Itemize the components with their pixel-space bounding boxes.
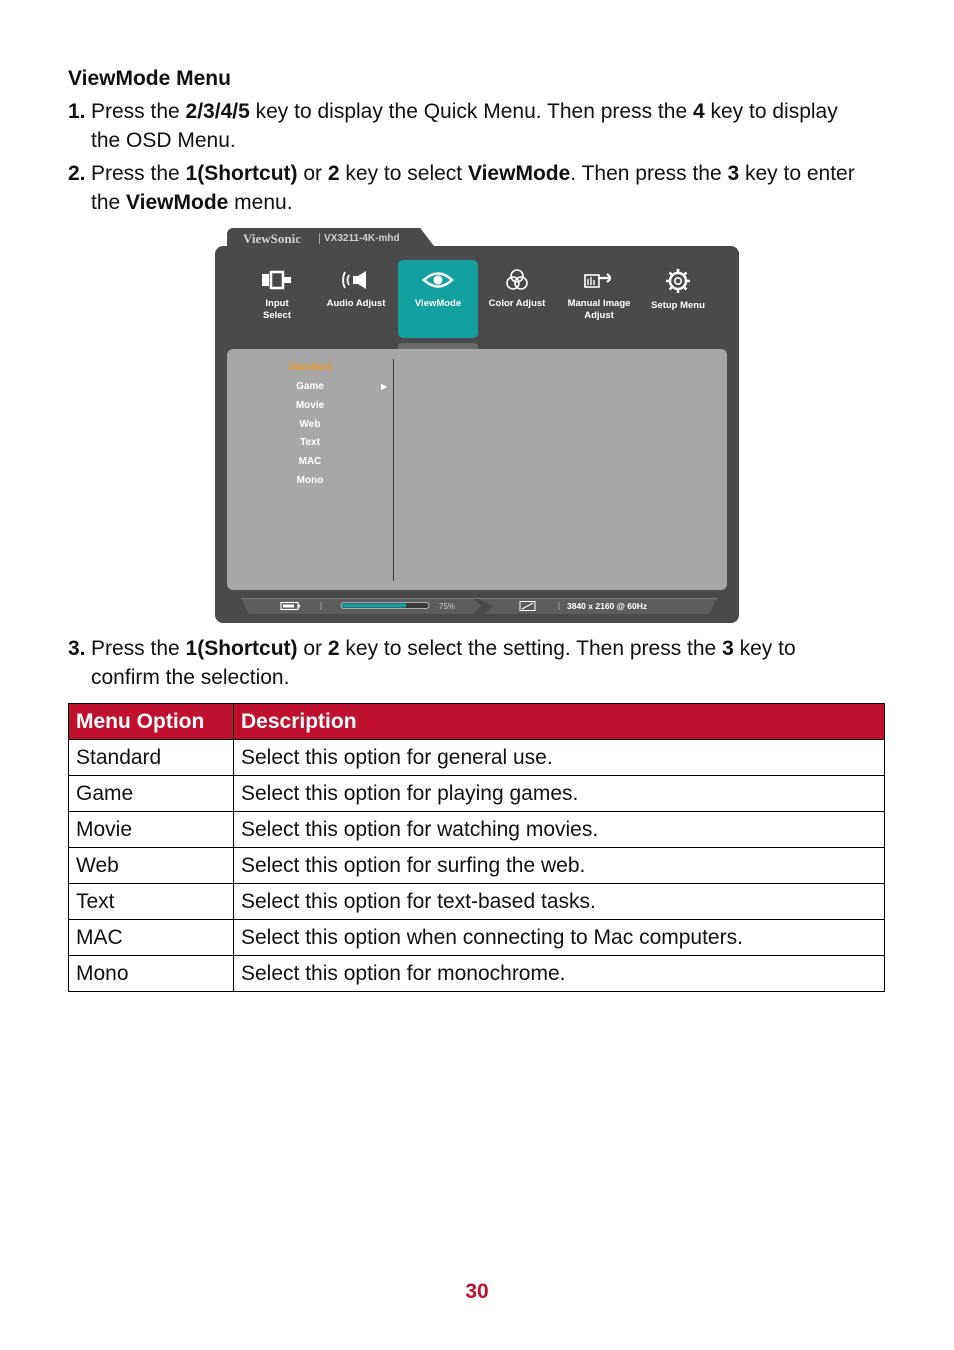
key-label: 2 <box>327 637 340 660</box>
nav-manual-image-adjust[interactable] <box>559 260 639 338</box>
nav-setup-menu[interactable] <box>638 260 718 338</box>
nav-label: Audio Adjust <box>326 298 386 309</box>
gear-icon <box>661 268 695 294</box>
menu-option-cell: Text <box>69 884 234 920</box>
step-text <box>91 159 886 217</box>
option-text[interactable]: Text <box>300 437 320 448</box>
text-run: key to display <box>704 100 838 123</box>
menu-option-cell: MAC <box>69 920 234 956</box>
nav-label: Color Adjust <box>488 298 546 309</box>
panel-divider <box>393 359 394 581</box>
nav-label: ViewMode <box>414 298 462 309</box>
key-label: 3 <box>727 162 740 185</box>
nav-label: Input Select <box>263 298 291 321</box>
description-cell: Select this option for monochrome. <box>234 956 885 992</box>
input-select-icon <box>260 268 294 292</box>
text-run: key to display the Quick Menu. Then press the <box>249 100 693 123</box>
eye-icon <box>421 268 455 292</box>
menu-name: ViewMode <box>467 162 571 185</box>
key-label: 2 <box>327 162 340 185</box>
table-row <box>69 884 885 920</box>
table-row <box>69 776 885 812</box>
option-web[interactable]: Web <box>299 419 321 430</box>
step-text <box>91 97 886 155</box>
audio-adjust-icon <box>339 268 373 292</box>
description-cell: Select this option for text-based tasks. <box>234 884 885 920</box>
color-adjust-icon <box>500 268 534 292</box>
step-number: 1. <box>68 100 86 123</box>
step-1 <box>68 97 886 155</box>
menu-option-cell: Web <box>69 848 234 884</box>
menu-name: ViewMode <box>126 191 229 214</box>
description-cell: Select this option for playing games. <box>234 776 885 812</box>
table-row <box>69 956 885 992</box>
nav-label: Manual Image Adjust <box>567 298 631 321</box>
step-2 <box>68 159 886 217</box>
option-game[interactable]: Game <box>296 381 324 392</box>
step-number: 3. <box>68 637 86 660</box>
resolution-readout: 3840 x 2160 @ 60Hz <box>567 601 648 611</box>
description-cell: Select this option when connecting to Mac computers. <box>234 920 885 956</box>
submenu-arrow-icon: ▶ <box>381 382 388 391</box>
table-row <box>69 920 885 956</box>
text-run: Press the <box>91 162 186 185</box>
manual-image-adjust-icon <box>582 268 616 292</box>
nav-input-select[interactable] <box>237 260 317 338</box>
model-name: VX3211-4K-mhd <box>319 233 400 244</box>
table-row <box>69 848 885 884</box>
options-panel <box>227 349 727 590</box>
step-number: 2. <box>68 162 86 185</box>
column-header-description: Description <box>234 704 885 740</box>
progress-label: 75% <box>439 602 456 611</box>
option-movie[interactable]: Movie <box>295 400 325 411</box>
menu-option-cell: Movie <box>69 812 234 848</box>
option-mono[interactable]: Mono <box>296 475 324 486</box>
page-number: 30 <box>465 1280 489 1303</box>
text-run: Press the <box>91 100 186 123</box>
step-3 <box>68 634 886 692</box>
step-text <box>91 634 886 692</box>
key-label: 4 <box>692 100 705 123</box>
progress-fill <box>342 604 407 608</box>
description-cell: Select this option for watching movies. <box>234 812 885 848</box>
nav-color-adjust[interactable] <box>477 260 557 338</box>
text-run: . Then press the <box>570 162 728 185</box>
text-run: or <box>297 162 328 185</box>
option-mac[interactable]: MAC <box>298 456 322 467</box>
nav-viewmode[interactable] <box>398 260 478 338</box>
key-label: 1(Shortcut) <box>185 162 298 185</box>
text-run: confirm the selection. <box>91 666 290 689</box>
text-run: key to select <box>339 162 468 185</box>
brand-logo: ViewSonic <box>243 231 302 246</box>
menu-option-cell: Standard <box>69 740 234 776</box>
status-bar <box>241 598 717 614</box>
description-cell: Select this option for surfing the web. <box>234 848 885 884</box>
key-label: 2/3/4/5 <box>185 100 250 123</box>
section-title: ViewMode Menu <box>68 67 231 90</box>
table-header-row <box>69 704 885 740</box>
nav-label: Setup Menu <box>651 300 705 311</box>
table-row <box>69 740 885 776</box>
column-header-menu-option: Menu Option <box>69 704 234 740</box>
text-run: Press the <box>91 637 186 660</box>
text-run: key to <box>733 637 796 660</box>
nav-audio-adjust[interactable] <box>316 260 396 338</box>
key-label: 1(Shortcut) <box>185 637 298 660</box>
osd-menu-screenshot <box>215 228 739 623</box>
text-run: the <box>91 191 127 214</box>
option-standard[interactable]: Standard <box>288 362 332 373</box>
menu-option-cell: Game <box>69 776 234 812</box>
text-run: the OSD Menu. <box>91 129 236 152</box>
text-run: or <box>297 637 328 660</box>
menu-option-cell: Mono <box>69 956 234 992</box>
viewmode-options-table <box>68 703 885 992</box>
key-label: 3 <box>722 637 734 660</box>
table-row <box>69 812 885 848</box>
text-run: key to enter <box>739 162 855 185</box>
description-cell: Select this option for general use. <box>234 740 885 776</box>
text-run: menu. <box>228 191 293 214</box>
text-run: key to select the setting. Then press the <box>339 637 723 660</box>
